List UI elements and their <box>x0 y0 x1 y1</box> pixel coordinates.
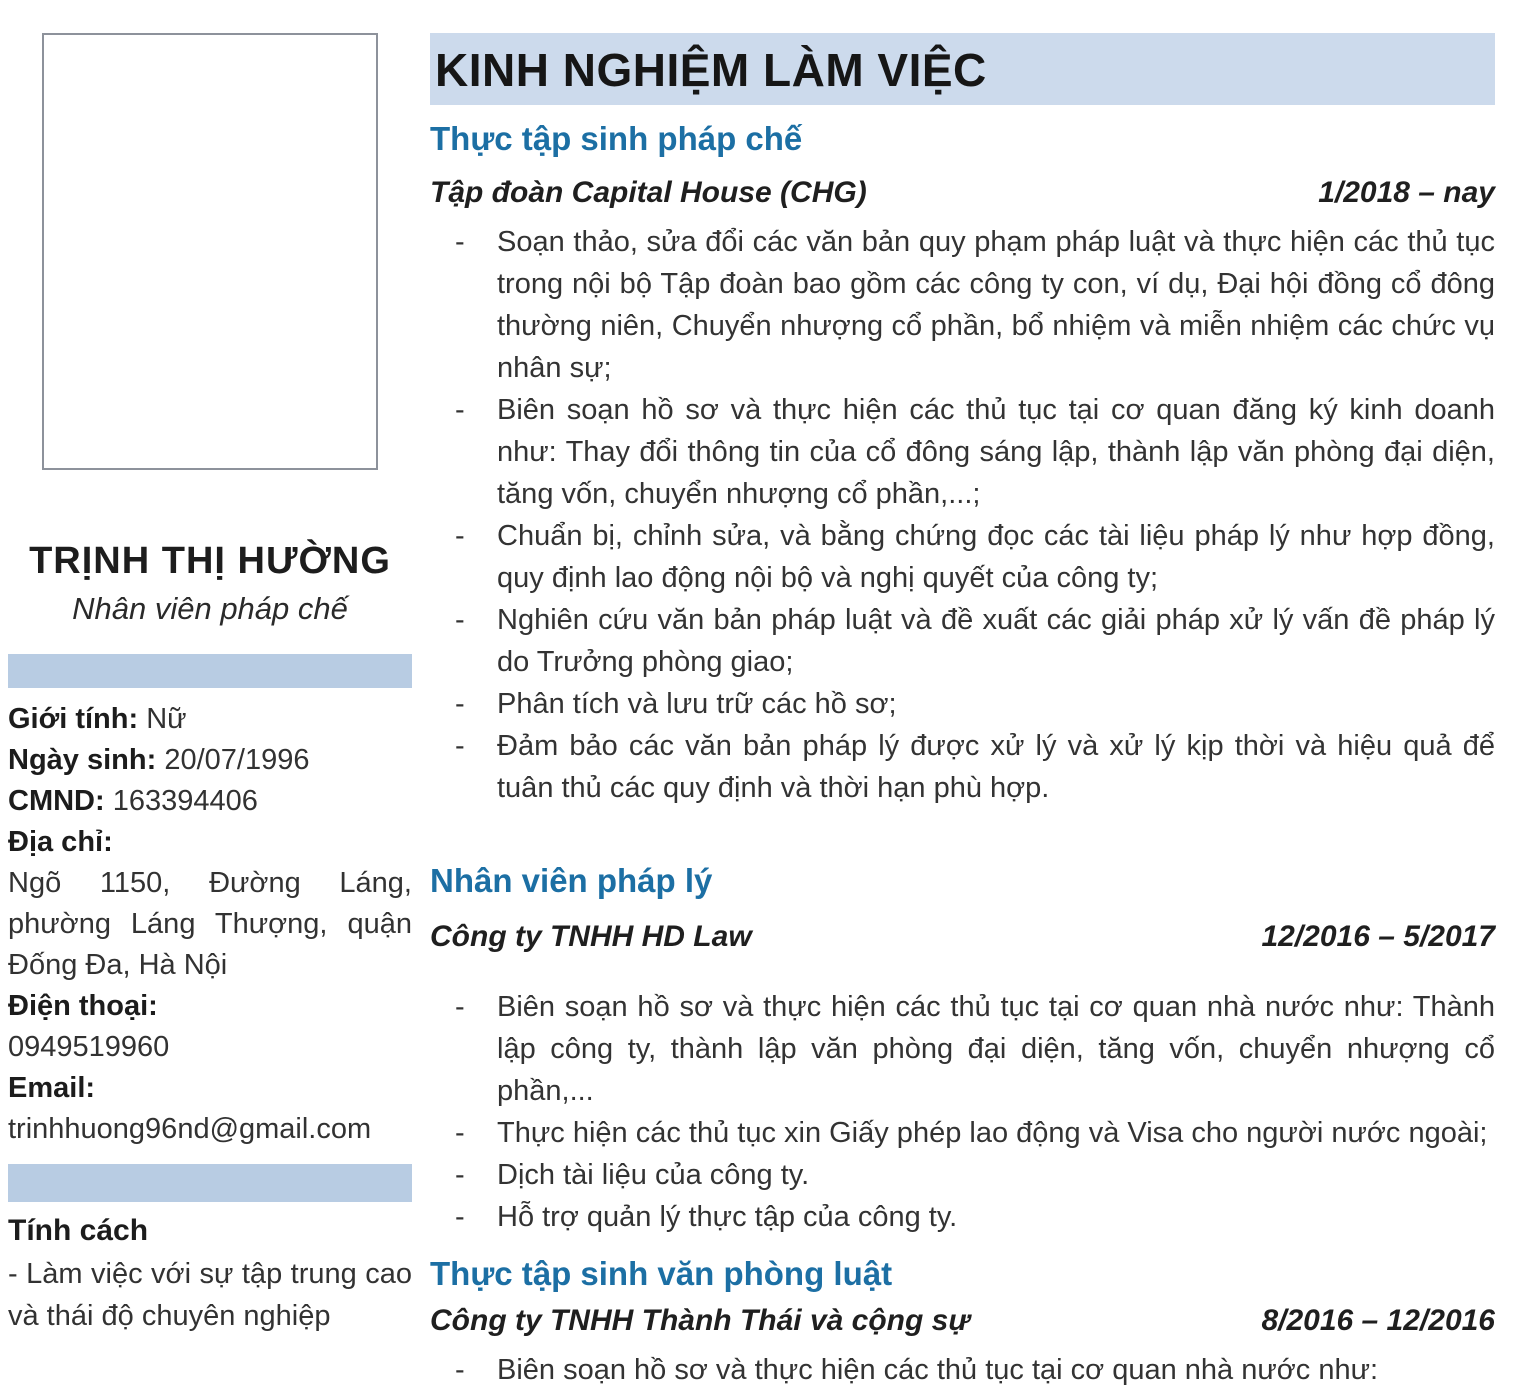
info-value: Ngõ 1150, Đường Láng, phường Láng Thượng, quận Đống Đa, Hà Nội <box>8 867 412 981</box>
info-label: Email: <box>8 1072 96 1104</box>
info-value: Nữ <box>146 703 187 735</box>
bullet-item <box>430 1154 1495 1196</box>
info-label: Địa chỉ: <box>8 826 113 858</box>
info-item <box>8 1068 412 1150</box>
info-item <box>8 781 412 822</box>
job-company-row <box>430 174 1495 212</box>
job-period: 1/2018 – nay <box>1318 176 1495 209</box>
info-value: 163394406 <box>112 785 258 817</box>
job-section <box>430 859 1495 1238</box>
info-value: 20/07/1996 <box>164 744 310 776</box>
photo-placeholder <box>42 33 378 470</box>
bullet-item <box>430 389 1495 515</box>
info-value: 0949519960 <box>8 1031 170 1063</box>
job-company: Tập đoàn Capital House (CHG) <box>430 176 867 209</box>
job-bullets <box>430 221 1495 809</box>
bullet-item <box>430 1349 1495 1391</box>
bullet-item <box>430 599 1495 683</box>
bullet-text: Dịch tài liệu của công ty. <box>497 1159 810 1191</box>
info-value: trinhhuong96nd@gmail.com <box>8 1113 372 1145</box>
bullet-dash: - <box>455 1354 465 1386</box>
section-header-bar <box>430 33 1495 105</box>
info-item <box>8 740 412 781</box>
bullet-dash: - <box>455 226 465 258</box>
personal-info-list <box>8 699 412 1150</box>
bullet-text: Biên soạn hồ sơ và thực hiện các thủ tục tại cơ quan nhà nước như: <box>497 1354 1379 1386</box>
personality-text: - Làm việc với sự tập trung cao và thái độ chuyên nghiệp <box>8 1258 412 1332</box>
bullet-dash: - <box>455 1159 465 1191</box>
bullet-text: Thực hiện các thủ tục xin Giấy phép lao động và Visa cho người nước ngoài; <box>497 1117 1488 1149</box>
bullet-item <box>430 986 1495 1112</box>
info-label: Giới tính: <box>8 703 139 735</box>
bullet-item <box>430 683 1495 725</box>
experience-section <box>430 0 1495 1391</box>
bullet-text: Biên soạn hồ sơ và thực hiện các thủ tục tại cơ quan đăng ký kinh doanh như: Thay đổi thông tin của cổ đông sáng lập, thành lập văn phòng đại diện, tăng vốn, chuyển nhượng cổ phần,...; <box>497 394 1495 510</box>
sidebar <box>8 0 412 1337</box>
bullet-dash: - <box>455 688 465 720</box>
bullet-text: Phân tích và lưu trữ các hồ sơ; <box>497 688 897 720</box>
candidate-title: Nhân viên pháp chế <box>72 591 348 626</box>
job-company: Công ty TNHH HD Law <box>430 920 752 953</box>
bullet-text: Chuẩn bị, chỉnh sửa, và bằng chứng đọc các tài liệu pháp lý như hợp đồng, quy định lao động nội bộ và nghị quyết của công ty; <box>497 520 1495 594</box>
job-section <box>430 117 1495 809</box>
job-role-heading: Thực tập sinh pháp chế <box>430 120 803 157</box>
bullet-text: Nghiên cứu văn bản pháp luật và đề xuất các giải pháp xử lý vấn đề pháp lý do Trưởng phòng giao; <box>497 604 1495 678</box>
info-item <box>8 986 412 1068</box>
info-label: CMND: <box>8 785 105 817</box>
job-company: Công ty TNHH Thành Thái và cộng sự <box>430 1304 970 1337</box>
personality-heading: Tính cách <box>8 1214 149 1247</box>
job-role-heading: Thực tập sinh văn phòng luật <box>430 1255 893 1292</box>
candidate-name: TRỊNH THỊ HƯỜNG <box>29 540 391 582</box>
divider-bar <box>8 1164 412 1202</box>
job-bullets <box>430 986 1495 1238</box>
info-item <box>8 822 412 986</box>
job-period: 8/2016 – 12/2016 <box>1261 1304 1495 1337</box>
info-label: Ngày sinh: <box>8 744 157 776</box>
bullet-text: Soạn thảo, sửa đổi các văn bản quy phạm pháp luật và thực hiện các thủ tục trong nội bộ Tập đoàn bao gồm các công ty con, ví dụ, Đại hội đồng cổ đông thường niên, Chuyển nhượng cổ phần, bổ nhiệm và miễn nhiệm các chức vụ nhân sự; <box>497 226 1495 384</box>
divider-bar <box>8 654 412 688</box>
job-bullets <box>430 1349 1495 1391</box>
bullet-item <box>430 1112 1495 1154</box>
bullet-item <box>430 725 1495 809</box>
job-role-heading: Nhân viên pháp lý <box>430 862 713 899</box>
job-company-row <box>430 918 1495 956</box>
bullet-dash: - <box>455 520 465 552</box>
info-item <box>8 699 412 740</box>
bullet-text: Đảm bảo các văn bản pháp lý được xử lý và xử lý kịp thời và hiệu quả để tuân thủ các quy định và thời hạn phù hợp. <box>497 730 1495 804</box>
bullet-dash: - <box>455 991 465 1023</box>
info-label: Điện thoại: <box>8 990 158 1022</box>
jobs-list <box>430 117 1495 1391</box>
bullet-dash: - <box>455 604 465 636</box>
bullet-item <box>430 1196 1495 1238</box>
job-company-row <box>430 1302 1495 1340</box>
section-title: KINH NGHIỆM LÀM VIỆC <box>435 44 987 96</box>
bullet-dash: - <box>455 730 465 762</box>
bullet-dash: - <box>455 1117 465 1149</box>
job-section <box>430 1252 1495 1391</box>
bullet-dash: - <box>455 1201 465 1233</box>
bullet-item <box>430 515 1495 599</box>
bullet-text: Biên soạn hồ sơ và thực hiện các thủ tục tại cơ quan nhà nước như: Thành lập công ty, thành lập văn phòng đại diện, tăng vốn, chuyển nhượng cổ phần,... <box>497 991 1495 1107</box>
bullet-item <box>430 221 1495 389</box>
bullet-text: Hỗ trợ quản lý thực tập của công ty. <box>497 1201 958 1233</box>
bullet-dash: - <box>455 394 465 426</box>
job-period: 12/2016 – 5/2017 <box>1261 920 1495 953</box>
